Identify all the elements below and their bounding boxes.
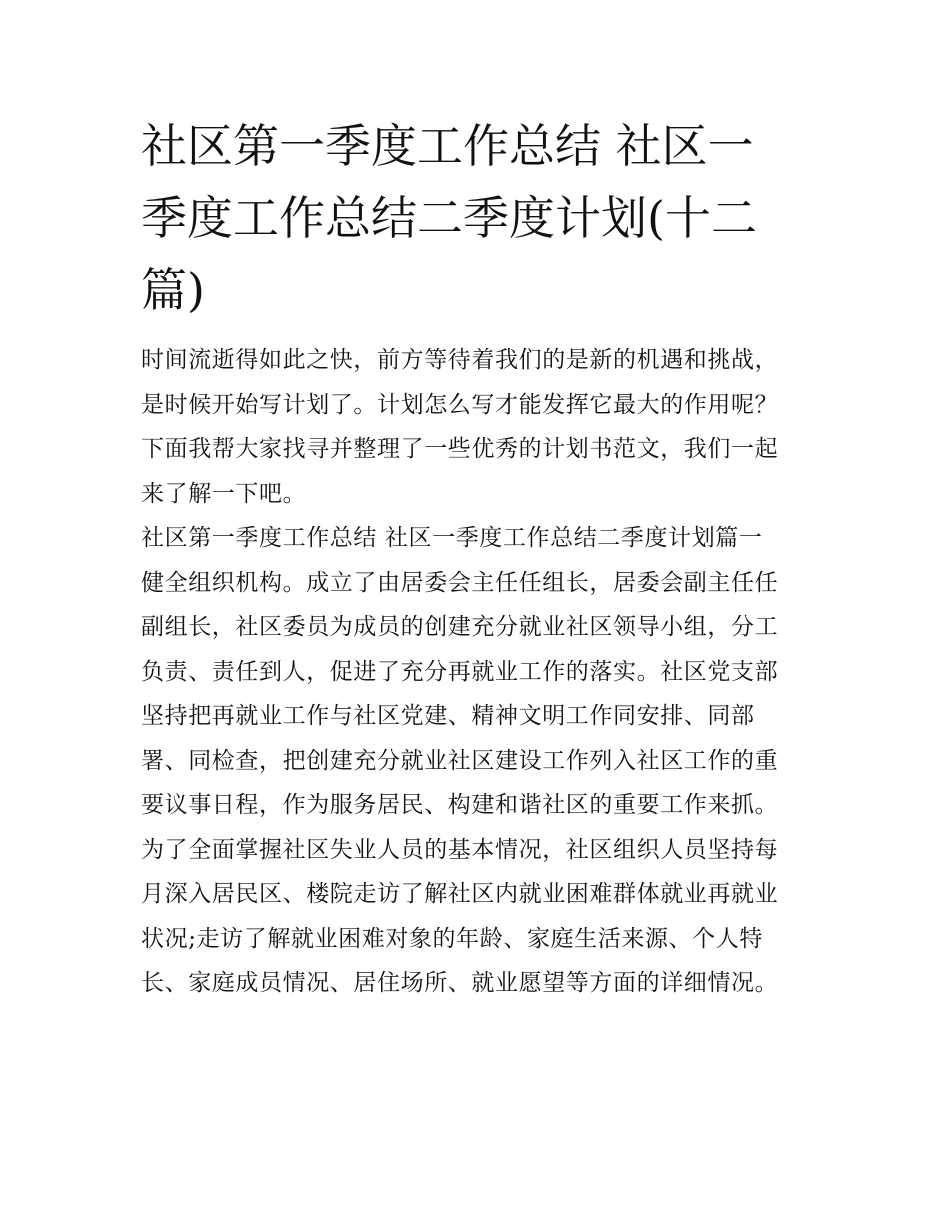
body-line: 状况;走访了解就业困难对象的年龄、家庭生活来源、个人特 (141, 925, 763, 952)
body-line: 负责、责任到人，促进了充分再就业工作的落实。社区党支部 (141, 658, 779, 685)
body-line: 下面我帮大家找寻并整理了一些优秀的计划书范文，我们一起 (141, 436, 779, 462)
document-page (141, 110, 813, 1006)
title-line: 篇) (141, 263, 205, 317)
body-line: 要议事日程，作为服务居民、构建和谐社区的重要工作来抓。 (141, 792, 779, 818)
document-body (141, 338, 813, 1006)
body-line: 时间流逝得如此之快，前方等待着我们的是新的机遇和挑战， (141, 347, 779, 373)
section-heading: 社区第一季度工作总结 社区一季度工作总结二季度计划篇一 (141, 525, 763, 551)
body-line: 署、同检查，把创建充分就业社区建设工作列入社区工作的重 (141, 747, 779, 774)
body-line: 长、家庭成员情况、居住场所、就业愿望等方面的详细情况。 (141, 970, 779, 996)
body-line: 来了解一下吧。 (141, 480, 307, 507)
body-line: 副组长，社区委员为成员的创建充分就业社区领导小组，分工 (141, 614, 779, 640)
body-line: 是时候开始写计划了。计划怎么写才能发挥它最大的作用呢？ (141, 391, 779, 418)
title-line: 社区第一季度工作总结 社区一 (141, 119, 754, 173)
body-line: 健全组织机构。成立了由居委会主任任组长，居委会副主任任 (141, 569, 779, 596)
body-line: 坚持把再就业工作与社区党建、精神文明工作同安排、同部 (141, 703, 755, 729)
title-line: 季度工作总结二季度计划(十二 (141, 191, 757, 245)
document-title (141, 110, 813, 326)
body-line: 月深入居民区、楼院走访了解社区内就业困难群体就业再就业 (141, 881, 779, 907)
body-line: 为了全面掌握社区失业人员的基本情况，社区组织人员坚持每 (141, 836, 779, 863)
